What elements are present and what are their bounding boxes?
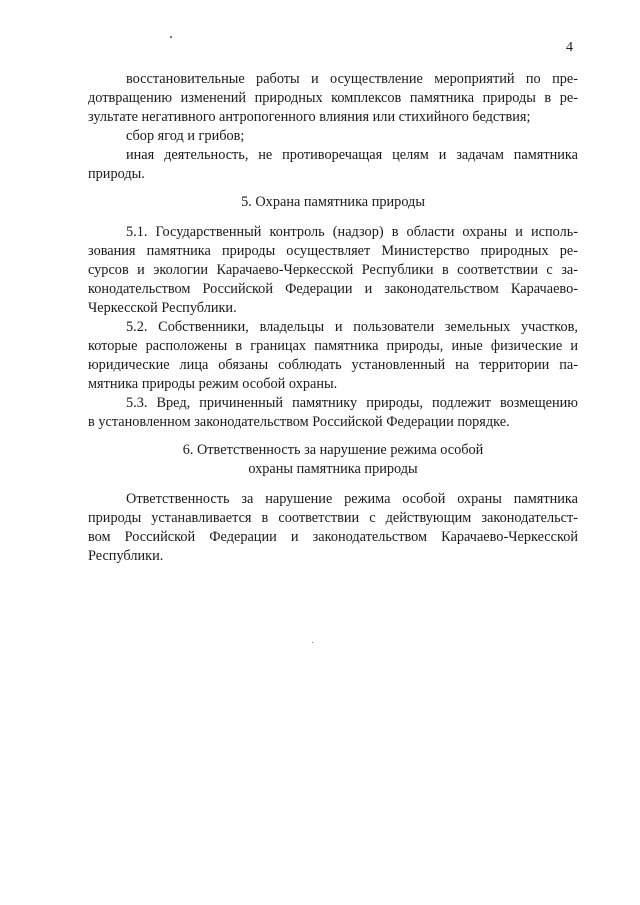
section-5-line-6: 5.2. Собственники, владельцы и пользователи земельных участков,: [126, 319, 578, 335]
intro-line-4: сбор ягод и грибов;: [126, 128, 245, 144]
section-5-line-9: мятника природы режим особой охраны.: [88, 376, 338, 392]
scan-speck: [170, 36, 172, 38]
section-6-line-4: Республики.: [88, 548, 164, 564]
section-5-line-8: юридические лица обязаны соблюдать установленный на территории па-: [88, 357, 578, 373]
section-6-line-2: природы устанавливается в соответствии с действующим законодательст-: [88, 510, 578, 526]
section-5-line-10: 5.3. Вред, причиненный памятнику природы, подлежит возмещению: [126, 395, 578, 411]
intro-line-1: восстановительные работы и осуществление мероприятий по пре-: [126, 71, 578, 87]
section-5-heading: 5. Охрана памятника природы: [241, 194, 425, 210]
section-5-line-3: сурсов и экологии Карачаево-Черкесской Республики в соответствии с за-: [88, 262, 578, 278]
page-number: 4: [566, 40, 573, 55]
intro-line-6: природы.: [88, 166, 145, 182]
section-5-line-11: в установленном законодательством Российской Федерации порядке.: [88, 414, 510, 430]
intro-line-2: дотвращению изменений природных комплексов памятника природы в ре-: [88, 90, 578, 106]
section-6-line-3: вом Российской Федерации и законодательством Карачаево-Черкесской: [88, 529, 578, 545]
section-5-line-1: 5.1. Государственный контроль (надзор) в области охраны и исполь-: [126, 224, 578, 240]
section-5-line-2: зования памятника природы осуществляет Министерство природных ре-: [88, 243, 578, 259]
intro-line-3: зультате негативного антропогенного влияния или стихийного бедствия;: [88, 109, 531, 125]
section-6-heading-line-1: 6. Ответственность за нарушение режима особой: [182, 442, 484, 458]
section-6-line-1: Ответственность за нарушение режима особой охраны памятника: [126, 491, 578, 507]
section-5-line-4: конодательством Российской Федерации и законодательством Карачаево-: [88, 281, 578, 297]
section-5-line-5: Черкесской Республики.: [88, 300, 237, 316]
section-6-heading-line-2: охраны памятника природы: [248, 461, 418, 477]
section-5-line-7: которые расположены в границах памятника природы, иные физические и: [88, 338, 578, 354]
scan-speck: [312, 642, 313, 643]
intro-line-5: иная деятельность, не противоречащая целям и задачам памятника: [126, 147, 578, 163]
